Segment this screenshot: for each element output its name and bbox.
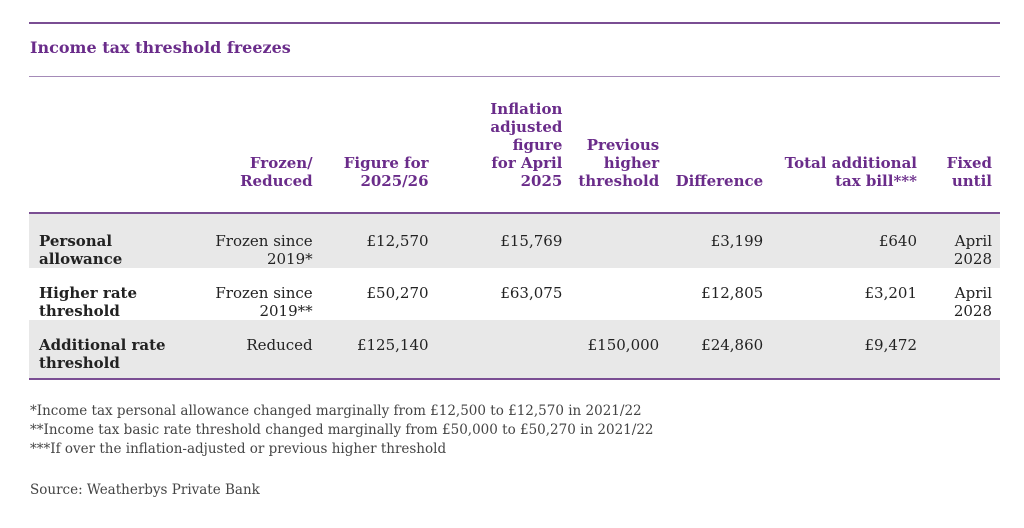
- header-fixed-until: Fixed until: [925, 100, 1000, 213]
- table-row: [29, 268, 1000, 320]
- cell-difference: £24,860: [667, 320, 771, 379]
- cell-total: £3,201: [864, 284, 917, 302]
- header-blank: [29, 100, 201, 213]
- header-difference: Difference: [667, 100, 771, 213]
- cell-figure: £125,140: [321, 320, 437, 379]
- header-figure-2025-26: Figure for 2025/26: [321, 100, 437, 213]
- header-row: [29, 100, 1000, 213]
- cell-inflation: [437, 320, 571, 379]
- source-note: Source: Weatherbys Private Bank: [30, 482, 260, 498]
- cell-fixed: April 2028: [925, 213, 1000, 268]
- cell-fixed: [925, 320, 1000, 379]
- cell-difference: £12,805: [701, 284, 764, 302]
- footnotes: [30, 402, 654, 459]
- cell-difference: £3,199: [667, 213, 771, 268]
- cell-figure: £50,270: [366, 284, 429, 302]
- cell-inflation: £63,075: [500, 284, 563, 302]
- header-inflation-adjusted: Inflation adjusted figure for April 2025: [437, 100, 571, 213]
- footnote: **Income tax basic rate threshold changed marginally from £50,000 to £50,270 in 2021/22: [30, 422, 654, 438]
- cell-status: Reduced: [201, 320, 321, 379]
- cell-status: Frozen since 2019*: [201, 213, 321, 268]
- row-label: Personal allowance: [29, 213, 201, 268]
- table-title: Income tax threshold freezes: [30, 38, 291, 57]
- header-frozen-reduced: Frozen/ Reduced: [201, 100, 321, 213]
- title-divider: [29, 76, 1000, 77]
- cell-figure: £12,570: [321, 213, 437, 268]
- footnote: *Income tax personal allowance changed marginally from £12,500 to £12,570 in 2021/22: [30, 403, 642, 419]
- top-rule: [29, 22, 1000, 24]
- header-total-additional-tax: Total additional tax bill***: [771, 100, 925, 213]
- cell-total: £640: [771, 213, 925, 268]
- header-previous-higher-threshold: Previous higher threshold: [570, 100, 667, 213]
- cell-previous: £150,000: [570, 320, 667, 379]
- table-row: [29, 320, 1000, 379]
- footnote: ***If over the inflation-adjusted or previous higher threshold: [30, 441, 447, 457]
- row-label: Additional rate threshold: [29, 320, 201, 379]
- cell-fixed: April 2028: [953, 284, 992, 320]
- row-label: Higher rate threshold: [39, 284, 138, 320]
- table-row: [29, 213, 1000, 268]
- cell-previous: [570, 268, 667, 320]
- cell-previous: [570, 213, 667, 268]
- cell-total: £9,472: [771, 320, 925, 379]
- threshold-table: [29, 100, 1000, 380]
- cell-inflation: £15,769: [437, 213, 571, 268]
- cell-status: Frozen since 2019**: [215, 284, 313, 320]
